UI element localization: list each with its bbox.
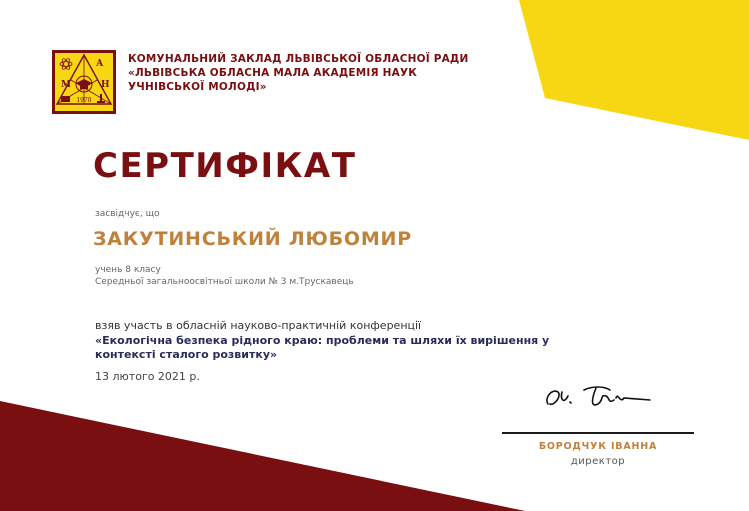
certificate-date: 13 лютого 2021 р.	[95, 370, 200, 383]
maroon-corner-shape	[0, 401, 525, 511]
logo-letter-m: М	[61, 80, 71, 90]
participation-text: взяв участь в обласній науково-практичній конференції	[95, 319, 422, 332]
book-icon	[61, 96, 70, 102]
handwritten-signature	[540, 378, 660, 418]
institution-line-1: КОМУНАЛЬНИЙ ЗАКЛАД ЛЬВІВСЬКОЇ ОБЛАСНОЇ РАДИ	[128, 53, 469, 65]
school-name: Середньої загальноосвітньої школи № 3 м.Трускавець	[95, 277, 354, 287]
signer-role: директор	[570, 456, 626, 467]
certificate-title: СЕРТИФІКАТ	[93, 146, 357, 186]
logo-letter-a: А	[96, 59, 104, 69]
conference-title-line-1: «Екологічна безпека рідного краю: проблеми та шляхи їх вирішення у	[95, 334, 550, 347]
institution-line-2: «ЛЬВІВСЬКА ОБЛАСНА МАЛА АКАДЕМІЯ НАУК	[128, 67, 418, 79]
recipient-name: ЗАКУТИНСЬКИЙ ЛЮБОМИР	[93, 228, 412, 250]
institution-line-3: УЧНІВСЬКОЇ МОЛОДІ»	[128, 81, 267, 93]
yellow-corner-shape	[519, 0, 749, 140]
conference-title-line-2: контексті сталого розвитку»	[95, 348, 278, 361]
academy-logo	[52, 50, 116, 114]
logo-year: 1978	[76, 97, 92, 104]
institution-name	[128, 52, 468, 94]
conference-title	[95, 334, 555, 362]
logo-letter-n: Н	[101, 80, 110, 90]
certifies-text: засвідчує, що	[95, 209, 160, 219]
signer-name: БОРОДЧУК ІВАННА	[538, 441, 658, 452]
signature-line	[502, 432, 694, 434]
student-grade: учень 8 класу	[95, 265, 161, 275]
